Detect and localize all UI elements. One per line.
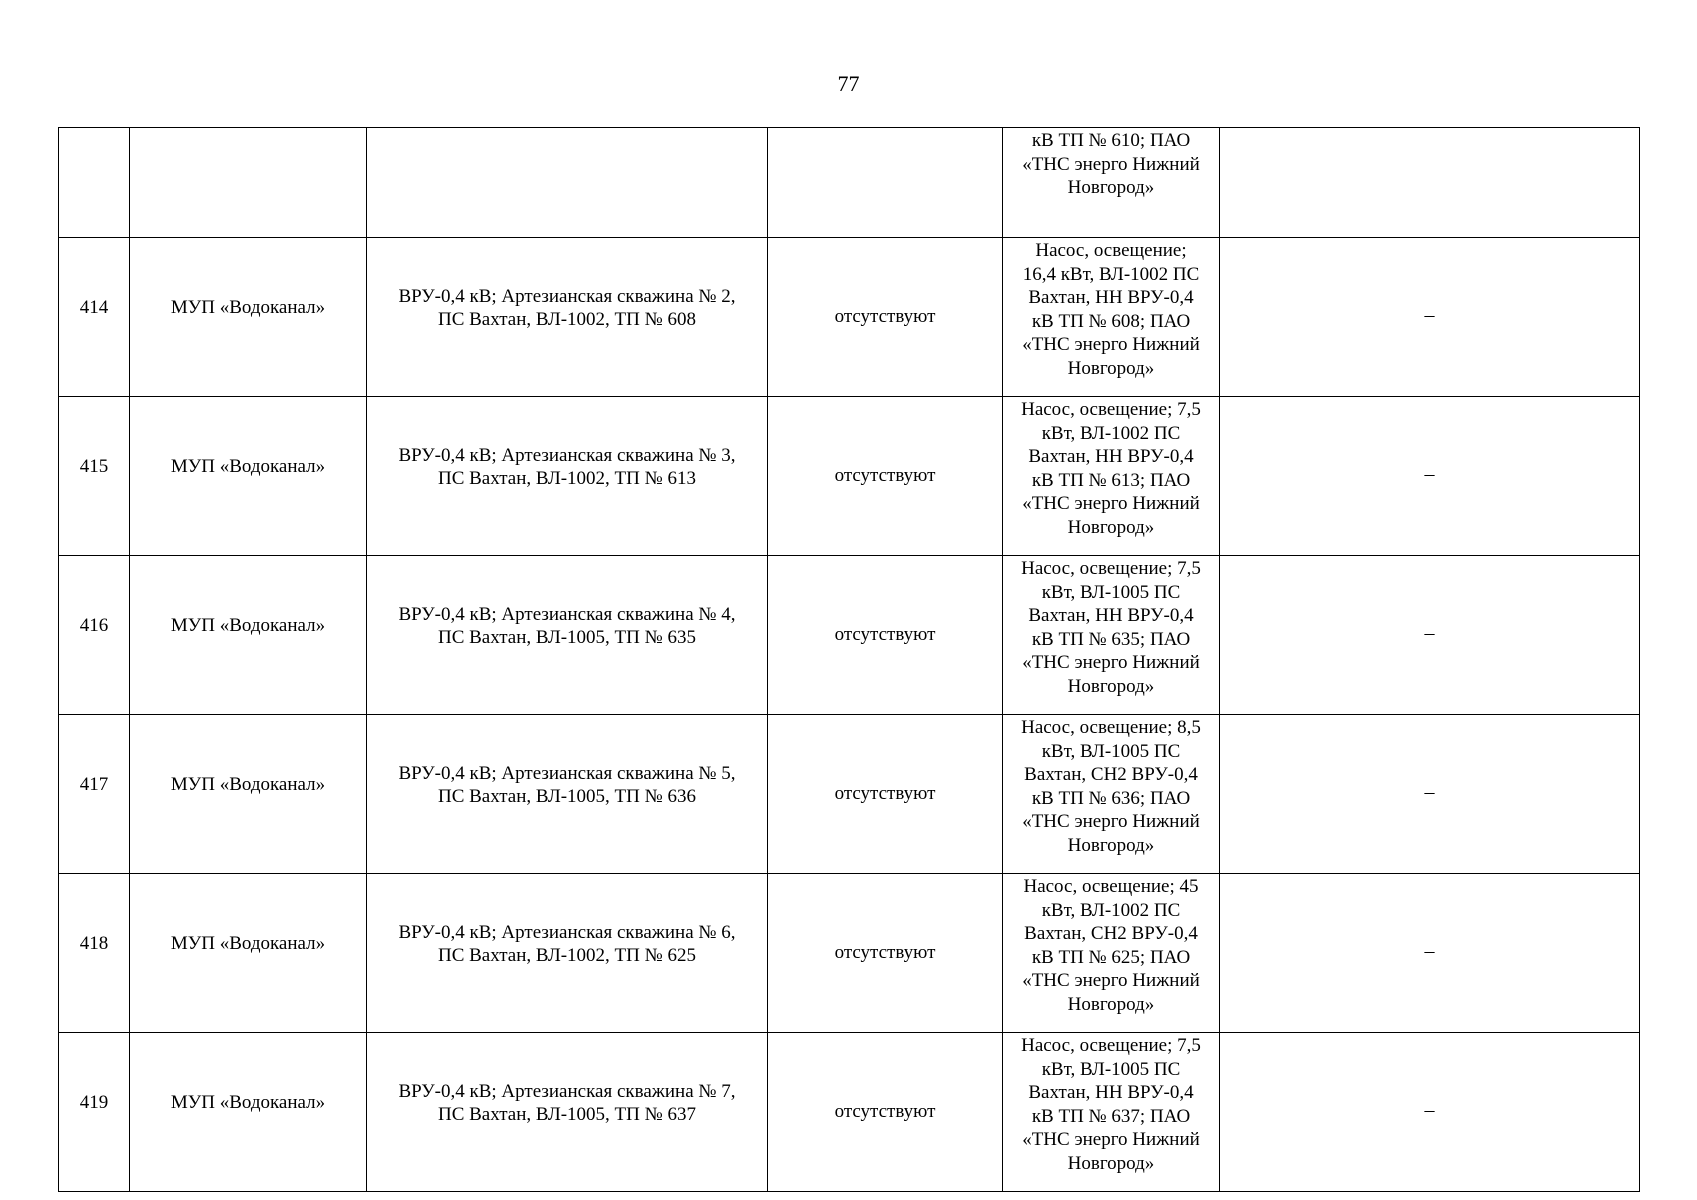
cell-connection-point [367,397,768,556]
description-line: Насос, освещение; [1035,240,1187,261]
description-line: кВ ТП № 635; ПАО [1031,628,1191,650]
connection-point-line: ВРУ-0,4 кВ; Артезианская скважина № 2, [398,285,736,307]
description-line: Новгород» [1067,177,1155,198]
connection-point-line: ПС Вахтан, ВЛ-1002, ТП № 625 [437,945,697,966]
description-line: Новгород» [1067,357,1155,379]
connection-point-line: ВРУ-0,4 кВ; Артезианская скважина № 3, [398,444,736,466]
cell-organization [130,128,367,238]
table-row [59,1033,1640,1192]
description-line: кВ ТП № 637; ПАО [1031,1105,1191,1127]
description-line: «ТНС энерго Нижний [1022,334,1200,355]
description-line: Вахтан, НН ВРУ-0,4 [1028,1082,1194,1103]
table-row [59,715,1640,874]
cell-number: 417 [59,715,130,874]
cell-description [1003,128,1220,238]
description-line: Насос, освещение; 45 [1023,876,1199,897]
description-line: Новгород» [1067,993,1155,1015]
description-line: кВ ТП № 610; ПАО [1031,130,1191,151]
description-line: «ТНС энерго Нижний [1022,153,1200,175]
description-line: кВ ТП № 625; ПАО [1031,946,1191,968]
cell-note: – [1220,238,1640,397]
cell-description [1003,874,1220,1033]
cell-number [59,128,130,238]
cell-description [1003,238,1220,397]
connection-point-line: ВРУ-0,4 кВ; Артезианская скважина № 5, [398,762,736,784]
cell-organization: МУП «Водоканал» [130,556,367,715]
connection-point-line: ПС Вахтан, ВЛ-1005, ТП № 636 [437,786,697,807]
connection-point-line: ВРУ-0,4 кВ; Артезианская скважина № 7, [398,1080,736,1102]
description-line: кВт, ВЛ-1005 ПС [1041,740,1181,762]
connection-point-line: ПС Вахтан, ВЛ-1005, ТП № 635 [437,627,697,648]
cell-note: – [1220,715,1640,874]
connection-point-line: ВРУ-0,4 кВ; Артезианская скважина № 6, [398,921,736,943]
description-line: кВ ТП № 613; ПАО [1031,469,1191,491]
cell-note: – [1220,556,1640,715]
cell-connection-point [367,1033,768,1192]
description-line: Насос, освещение; 7,5 [1021,558,1201,579]
cell-status: отсутствуют [768,397,1003,556]
table-row [59,238,1640,397]
connection-point-line: ПС Вахтан, ВЛ-1002, ТП № 608 [437,309,697,330]
cell-status: отсутствуют [768,1033,1003,1192]
cell-note: – [1220,397,1640,556]
cell-description [1003,715,1220,874]
description-line: кВ ТП № 608; ПАО [1031,310,1191,332]
registry-table [58,127,1640,1192]
cell-status: отсутствуют [768,874,1003,1033]
description-line: кВт, ВЛ-1005 ПС [1041,581,1181,603]
description-line: Новгород» [1067,834,1155,856]
cell-connection-point [367,238,768,397]
cell-connection-point [367,128,768,238]
cell-connection-point [367,874,768,1033]
cell-number: 416 [59,556,130,715]
description-line: Насос, освещение; 8,5 [1021,717,1201,738]
continuation-row [59,128,1640,238]
description-line: 16,4 кВт, ВЛ-1002 ПС [1022,263,1200,285]
description-line: «ТНС энерго Нижний [1022,970,1200,991]
cell-status: отсутствуют [768,715,1003,874]
description-line: Вахтан, НН ВРУ-0,4 [1028,605,1194,626]
connection-point-line: ПС Вахтан, ВЛ-1005, ТП № 637 [437,1104,697,1125]
cell-description [1003,1033,1220,1192]
cell-status [768,128,1003,238]
description-line: Новгород» [1067,1152,1155,1174]
cell-status: отсутствуют [768,238,1003,397]
cell-connection-point [367,715,768,874]
description-line: кВт, ВЛ-1005 ПС [1041,1058,1181,1080]
table-row [59,556,1640,715]
description-line: Насос, освещение; 7,5 [1021,399,1201,420]
description-line: Насос, освещение; 7,5 [1021,1035,1201,1056]
cell-description [1003,556,1220,715]
page-number: 77 [837,71,860,96]
description-line: «ТНС энерго Нижний [1022,1129,1200,1150]
description-line: Вахтан, СН2 ВРУ-0,4 [1024,764,1198,785]
cell-note: – [1220,874,1640,1033]
description-line: Вахтан, СН2 ВРУ-0,4 [1024,923,1198,944]
cell-organization: МУП «Водоканал» [130,397,367,556]
connection-point-line: ПС Вахтан, ВЛ-1002, ТП № 613 [437,468,697,489]
cell-note: – [1220,1033,1640,1192]
description-line: Вахтан, НН ВРУ-0,4 [1028,446,1194,467]
cell-organization: МУП «Водоканал» [130,874,367,1033]
description-line: «ТНС энерго Нижний [1022,652,1200,673]
cell-status: отсутствуют [768,556,1003,715]
cell-note [1220,128,1640,238]
description-line: Новгород» [1067,675,1155,697]
table-row [59,397,1640,556]
description-line: кВт, ВЛ-1002 ПС [1041,422,1181,444]
cell-organization: МУП «Водоканал» [130,238,367,397]
description-line: «ТНС энерго Нижний [1022,493,1200,514]
cell-description [1003,397,1220,556]
cell-number: 419 [59,1033,130,1192]
description-line: «ТНС энерго Нижний [1022,811,1200,832]
cell-connection-point [367,556,768,715]
cell-number: 414 [59,238,130,397]
cell-number: 415 [59,397,130,556]
description-line: кВ ТП № 636; ПАО [1031,787,1191,809]
table-row [59,874,1640,1033]
description-line: Вахтан, НН ВРУ-0,4 [1028,287,1194,308]
cell-organization: МУП «Водоканал» [130,715,367,874]
cell-organization: МУП «Водоканал» [130,1033,367,1192]
cell-number: 418 [59,874,130,1033]
description-line: кВт, ВЛ-1002 ПС [1041,899,1181,921]
description-line: Новгород» [1067,516,1155,538]
connection-point-line: ВРУ-0,4 кВ; Артезианская скважина № 4, [398,603,736,625]
